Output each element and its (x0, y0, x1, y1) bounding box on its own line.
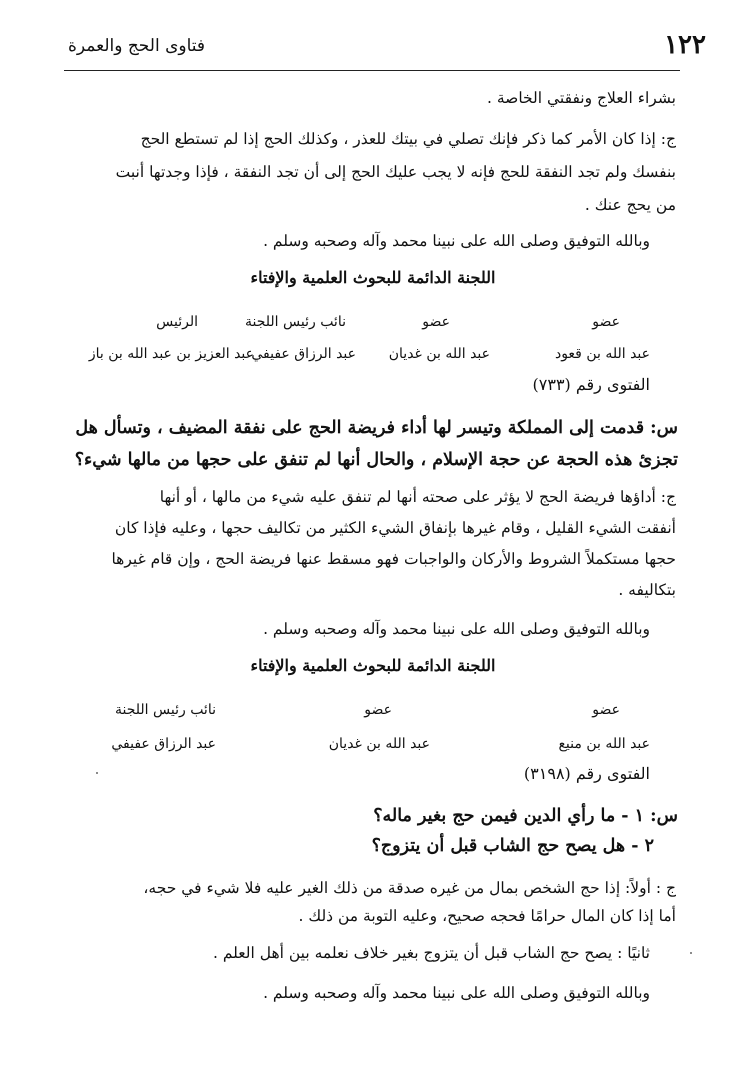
question-3 (66, 800, 678, 860)
book-title: فتاوى الحج والعمرة (68, 36, 206, 56)
fatwa-number-2: الفتوى رقم (٣١٩٨) (523, 764, 650, 783)
text-line: ج: أداؤها فريضة الحج لا يؤثر على صحته أنها لم تنفق عليه شيء من مالها ، أو أنها (159, 488, 676, 506)
signature-label: نائب رئيس اللجنة (245, 314, 346, 330)
text-line: س: قدمت إلى المملكة وتيسر لها أداء فريضة الحج على نفقة المضيف ، وتسأل هل (75, 418, 678, 438)
text-line: تجزئ هذه الحجة عن حجة الإسلام ، والحال أنها لم تنفق على حجها من مالها شيء؟ (74, 450, 678, 470)
text-line: بنفسك ولم تجد النفقة للحج فإنه لا يجب عليك الحج إلى أن تجد النفقة ، فإذا وجدتها أنبت (115, 163, 676, 181)
signature-name: عبد العزيز بن عبد الله بن باز (88, 346, 254, 362)
signature-name: عبد الرزاق عفيفي (251, 346, 356, 362)
text-line: أنفقت الشيء القليل ، وقام غيرها بإنفاق الشيء الكثير من تكاليف حجها ، وعليه فإذا كان (114, 519, 676, 537)
signature-name: عبد الله بن غديان (388, 346, 490, 362)
continuation-text (68, 86, 676, 110)
fatwa-number-1: الفتوى رقم (٧٣٣) (532, 375, 650, 394)
signature-label: نائب رئيس اللجنة (115, 702, 216, 718)
answer-3 (68, 876, 676, 928)
signature-name: عبد الله بن غديان (328, 736, 430, 752)
text-line: من يحج عنك . (584, 196, 676, 214)
header-rule (64, 70, 680, 71)
text-line: بشراء العلاج ونفقتي الخاصة . (487, 89, 676, 107)
print-speck (96, 772, 98, 774)
closing-3: وبالله التوفيق وصلى الله على نبينا محمد وآله وصحبه وسلم . (263, 984, 650, 1002)
text-line: حجها مستكملاً الشروط والأركان والواجبات فهو مسقط عنها فريضة الحج ، وإن قام غيرها (111, 550, 676, 568)
signature-name: عبد الله بن قعود (554, 346, 650, 362)
closing-1: وبالله التوفيق وصلى الله على نبينا محمد وآله وصحبه وسلم . (263, 232, 650, 250)
signature-label: عضو (364, 702, 392, 718)
print-speck (690, 952, 692, 954)
question-2 (66, 412, 678, 476)
committee-title-2: اللجنة الدائمة للبحوث العلمية والإفتاء (250, 656, 496, 675)
text-line: ج: إذا كان الأمر كما ذكر فإنك تصلي في بيتك للعذر ، وكذلك الحج إذا لم تستطع الحج (140, 130, 676, 148)
text-line: ٢ - هل يصح حج الشاب قبل أن يتزوج؟ (371, 836, 654, 856)
answer-2 (68, 485, 676, 602)
answer-1 (68, 127, 676, 217)
signature-name: عبد الله بن منيع (558, 736, 650, 752)
text-line: أما إذا كان المال حرامًا فحجه صحيح، وعليه التوبة من ذلك . (298, 907, 676, 925)
text-line: س: ١ - ما رأي الدين فيمن حج بغير ماله؟ (373, 806, 678, 826)
signature-name: عبد الرزاق عفيفي (111, 736, 216, 752)
closing-2: وبالله التوفيق وصلى الله على نبينا محمد وآله وصحبه وسلم . (263, 620, 650, 638)
committee-title-1: اللجنة الدائمة للبحوث العلمية والإفتاء (250, 268, 496, 287)
page-number: ١٢٢ (664, 30, 706, 60)
signature-label: عضو (592, 702, 620, 718)
signature-label: عضو (592, 314, 620, 330)
second-point: ثانيًا : يصح حج الشاب قبل أن يتزوج بغير خلاف نعلمه بين أهل العلم . (212, 944, 650, 962)
signature-label: عضو (422, 314, 450, 330)
signature-label: الرئيس (156, 314, 198, 330)
text-line: ج : أولاً: إذا حج الشخص بمال من غيره صدقة من ذلك الغير عليه فلا شيء في حجه، (143, 879, 676, 897)
text-line: بتكاليفه . (618, 581, 676, 599)
